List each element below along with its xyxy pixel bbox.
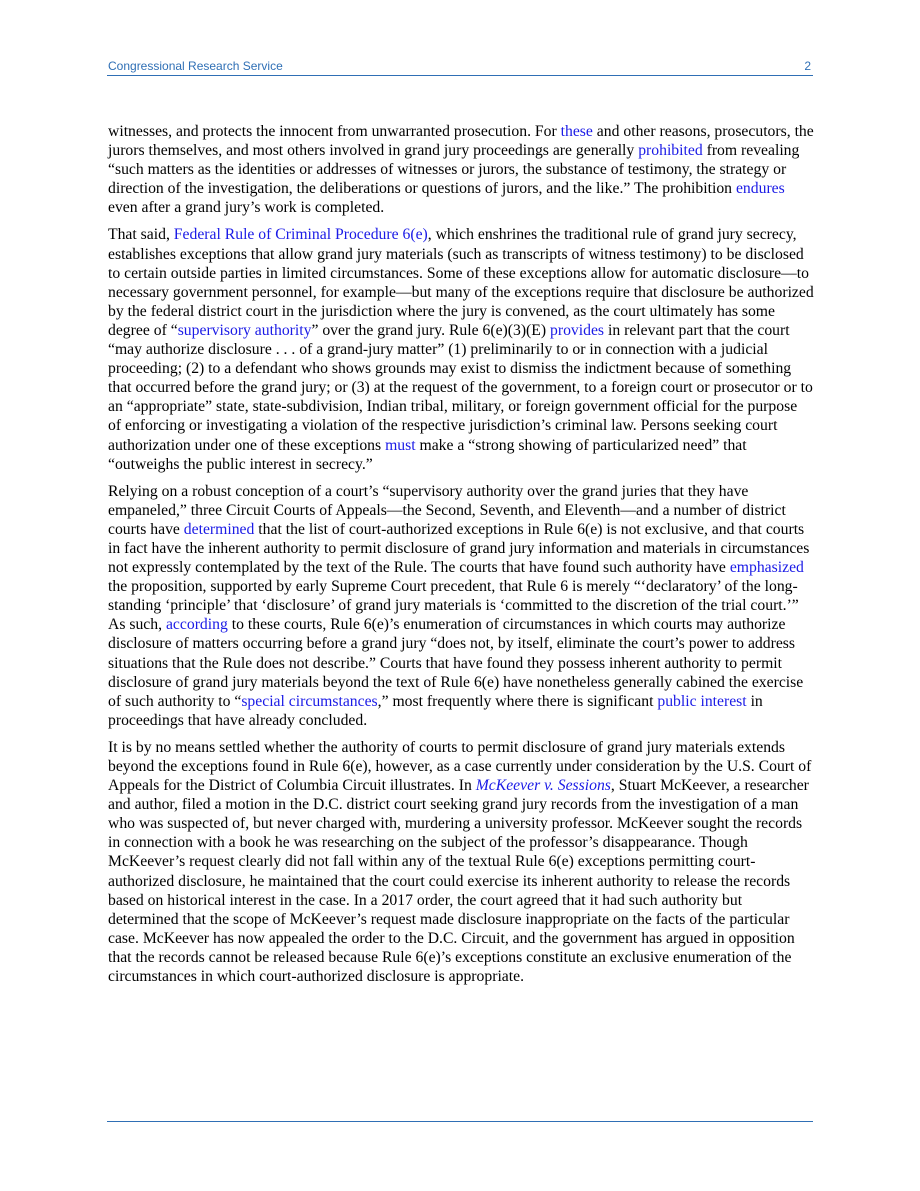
text-run: in proceedings that have already concluded. <box>108 692 763 729</box>
text-run: ” over the grand jury. Rule 6(e)(3)(E) <box>311 321 551 339</box>
link-these[interactable]: these <box>560 123 593 140</box>
text-run: Relying on a robust conception of a court’s “supervisory authority over the grand juries that they have empaneled,” three Circuit Courts of Appeals—the Second, Seventh, and Eleventh—and a number of district courts have <box>108 482 786 538</box>
footer-divider <box>107 1121 813 1122</box>
text-run: It is by no means settled whether the authority of courts to permit disclosure of grand jury materials extends beyond the exceptions found in Rule 6(e), however, as a case currently under consideration by the U.S. Court of Appeals for the District of Columbia Circuit illustrates. In <box>108 738 812 795</box>
link-provides[interactable]: provides <box>550 321 605 339</box>
link-must[interactable]: must <box>385 436 416 454</box>
text-run: , Stuart McKeever, a researcher and author, filed a motion in the D.C. district court seeking grand jury records from the investigation of a man who was suspected of, but never charged with, murdering a university professor. McKeever sought the records in connection with a book he was researching on the subject of the professor’s disappearance. Though McKeever’s request clearly did not fall within any of the textual Rule 6(e) exceptions permitting court-authorized disclosure, he maintained that the court could exercise its inherent authority to release the records based on historical interest in the case. In a 2017 order, the court agreed that it had such authority but determined that the scope of McKeever’s request made disclosure inappropriate on the facts of the particular case. McKeever has now appealed the order to the D.C. Circuit, and the government has argued in opposition that the records cannot be released because Rule 6(e)’s exceptions constitute an exclusive enumeration of the circumstances in which court-authorized disclosure is appropriate. <box>108 777 809 986</box>
link-mckeever-v-sessions[interactable]: McKeever v. Sessions <box>475 777 611 795</box>
organization-name: Congressional Research Service <box>108 59 283 73</box>
link-public-interest[interactable]: public interest <box>657 692 747 710</box>
link-emphasized[interactable]: emphasized <box>729 559 804 577</box>
link-determined[interactable]: determined <box>183 520 255 538</box>
text-run: from revealing “such matters as the identities or addresses of witnesses or jurors, the substance of testimony, the strategy or direction of the investigation, the deliberations or questions of jurors, and the like.” The prohibition <box>108 142 800 198</box>
link-endures[interactable]: endures <box>735 180 785 198</box>
text-run: to these courts, Rule 6(e)’s enumeration of circumstances in which courts may authorize disclosure of matters occurring before a grand jury “does not, by itself, eliminate the court’s power to address situations that the Rule does not describe.” Courts that have found they possess inherent authority to permit disclosure of grand jury materials beyond the text of Rule 6(e) have nonetheless generally cabined the exercise of such authority to “ <box>108 616 804 710</box>
text-run: and other reasons, prosecutors, the jurors themselves, and most others involved in grand jury proceedings are generally <box>108 123 814 160</box>
link-federal-rule-6e[interactable]: Federal Rule of Criminal Procedure 6(e) <box>173 226 428 244</box>
text-run: that the list of court-authorized exceptions in Rule 6(e) is not exclusive, and that courts in fact have the inherent authority to permit disclosure of grand jury information and materials in circumstances not expressly contemplated by the text of the Rule. The courts that have found such authority have <box>108 520 810 577</box>
paragraph-1 <box>108 122 814 217</box>
text-run: witnesses, and protects the innocent from unwarranted prosecution. For <box>108 123 561 140</box>
link-prohibited[interactable]: prohibited <box>638 142 703 160</box>
paragraph-4 <box>108 738 814 986</box>
text-run: in relevant part that the court “may authorize disclosure . . . of a grand-jury matter” (1) preliminarily to or in connection with a judicial proceeding; (2) to a defendant who shows grounds may exist to dismiss the indictment because of something that occurred before the grand jury; or (3) at the request of the government, to a foreign court or prosecutor or to an “appropriate” state, state-subdivision, Indian tribal, military, or foreign government official for the purpose of enforcing or investigating a violation of the respective jurisdiction’s criminal law. Persons seeking court authorization under one of these exceptions <box>108 321 813 454</box>
page-number: 2 <box>804 59 811 73</box>
text-run: ,” most frequently where there is significant <box>377 692 658 710</box>
page-header <box>107 58 813 76</box>
text-run: That said, <box>108 226 174 244</box>
link-according[interactable]: according <box>165 616 228 634</box>
paragraph-3 <box>108 482 814 730</box>
link-supervisory-authority[interactable]: supervisory authority <box>177 321 312 339</box>
text-run: , which enshrines the traditional rule of grand jury secrecy, establishes exceptions that allow grand jury materials (such as transcripts of witness testimony) to be disclosed to certain outside parties in limited circumstances. Some of these exceptions allow for automatic disclosure—to necessary government personnel, for example—but many of the exceptions require that disclosure be authorized by the federal district court in the jurisdiction where the jury is convened, as the court ultimately has some degree of “ <box>108 226 814 339</box>
paragraph-2 <box>108 225 814 473</box>
link-special-circumstances[interactable]: special circumstances <box>241 692 378 710</box>
body-text <box>108 122 814 994</box>
text-run: even after a grand jury’s work is completed. <box>108 199 385 217</box>
text-run: the proposition, supported by early Supreme Court precedent, that Rule 6 is merely “‘declaratory’ of the long-standing ‘principle’ that ‘disclosure’ of grand jury materials is ‘committed to the discretion of the trial court.’” As such, <box>108 578 799 634</box>
text-run: make a “strong showing of particularized need” that “outweighs the public interest in secrecy.” <box>108 436 747 473</box>
